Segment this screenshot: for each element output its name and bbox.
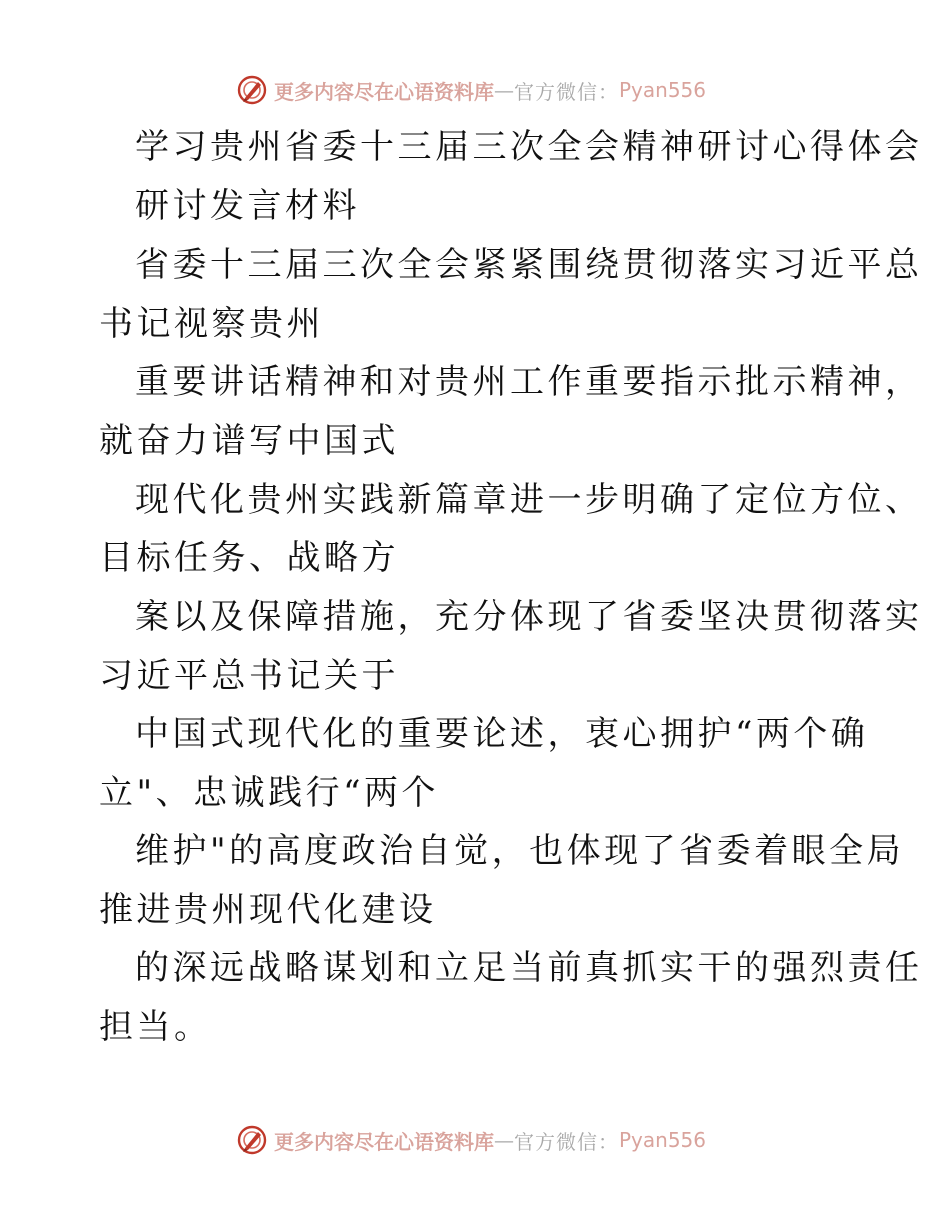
watermark-main-text: 更多内容尽在心语资料库 xyxy=(274,79,494,104)
watermark-dash: — xyxy=(494,78,514,102)
doc-title-line-2: 研讨发言材料 xyxy=(135,186,360,226)
doc-text-line: 省委十三届三次全会紧紧围绕贯彻落实习近平总 xyxy=(135,245,923,285)
doc-text-line: 现代化贵州实践新篇章进一步明确了定位方位、 xyxy=(135,480,923,520)
quill-logo-icon xyxy=(236,1124,268,1156)
doc-text-line: 维护"的高度政治自觉，也体现了省委着眼全局 xyxy=(135,831,905,871)
doc-title-line-1: 学习贵州省委十三届三次全会精神研讨心得体会 xyxy=(135,127,923,167)
doc-text-line: 中国式现代化的重要论述，衷心拥护“两个确 xyxy=(135,714,869,754)
doc-text-line: 担当。 xyxy=(99,1007,212,1047)
doc-text-line: 目标任务、战略方 xyxy=(99,538,399,578)
doc-text-line: 就奋力谱写中国式 xyxy=(99,421,399,461)
footer-watermark xyxy=(236,1123,706,1157)
doc-text-line: 案以及保障措施，充分体现了省委坚决贯彻落实 xyxy=(135,597,923,637)
doc-text-line: 书记视察贵州 xyxy=(99,304,324,344)
quill-logo-icon xyxy=(236,74,268,106)
watermark-wechat-id: Pyan556 xyxy=(619,1128,707,1152)
watermark-wechat-id: Pyan556 xyxy=(619,78,707,102)
doc-text-line: 重要讲话精神和对贵州工作重要指示批示精神， xyxy=(135,362,923,402)
watermark-wechat-label: 官方微信： xyxy=(514,1129,619,1154)
doc-text-line: 的深远战略谋划和立足当前真抓实干的强烈责任 xyxy=(135,948,923,988)
watermark-wechat-label: 官方微信： xyxy=(514,79,619,104)
header-watermark xyxy=(236,73,706,107)
watermark-main-text: 更多内容尽在心语资料库 xyxy=(274,1129,494,1154)
doc-text-line: 推进贵州现代化建设 xyxy=(99,890,437,930)
watermark-dash: — xyxy=(494,1128,514,1152)
doc-text-line: 习近平总书记关于 xyxy=(99,656,399,696)
doc-text-line: 立"、忠诚践行“两个 xyxy=(99,773,440,813)
